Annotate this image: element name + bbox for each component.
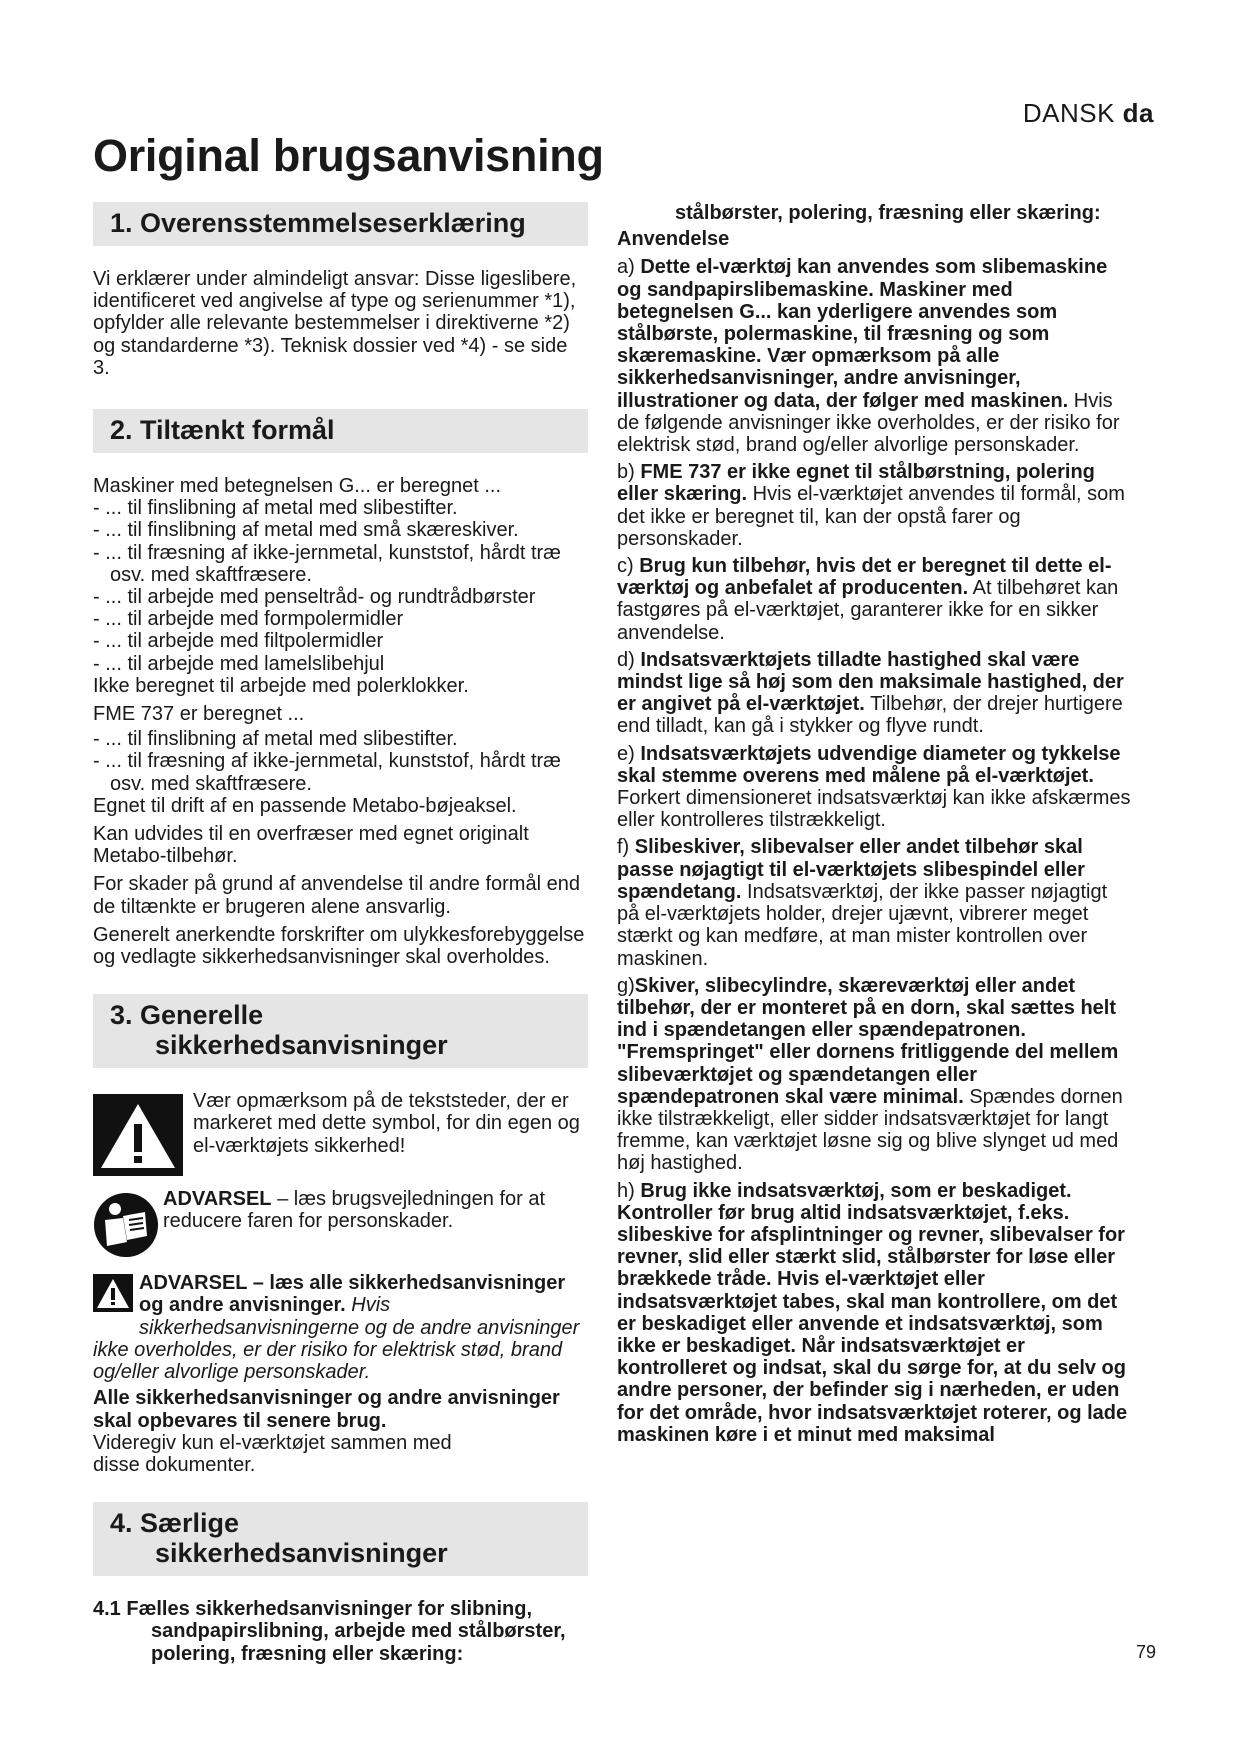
item-label: h) [617,1179,641,1202]
item-bold: Indsatsværktøjets tilladte hastighed skal være mindst lige så høj som den maksimale hastighed, der er angivet på el-værktøjet. [617,648,1124,716]
instruction-f [617,836,1131,969]
subsection-title: Fælles sikkerhedsanvisninger for slibning, sandpapirslibning, arbejde med stålbørster, polering, fræsning eller skæring: [126,1598,566,1665]
warning-symbol-text: Vær opmærksom på de tekststeder, der er markeret med dette symbol, for din egen og el-værktøjets sikkerhed! [193,1090,580,1157]
language-code: da [1122,98,1154,128]
instruction-h [617,1180,1131,1446]
damage-text: For skader på grund af anvendelse til andre formål end de tiltænkte er brugeren alene ansvarlig. [93,873,580,918]
advarsel-2-italic: Hvis sikkerhedsanvisningerne og de andre anvisninger ikke overholdes, er der risiko for elektrisk stød, brand og/eller alvorlige personskader. [93,1294,580,1384]
list-item: - ... til arbejde med penseltråd- og rundtrådbørster [93,586,536,609]
section-3-heading-line-2: sikkerhedsanvisninger [155,1030,448,1061]
item-bold: Indsatsværktøjets udvendige diameter og tykkelse skal stemme overens med målene på el-værktøjet. [617,742,1121,787]
item-bold: FME 737 er ikke egnet til stålbørstning, polering eller skæring. [617,461,1095,506]
item-label: b) [617,461,641,484]
language-name: DANSK [1022,98,1115,128]
document-title: Original brugsanvisning [93,130,604,181]
fme-intro: FME 737 er beregnet ... [93,703,305,726]
subsection-number: 4.1 [93,1598,121,1621]
keep-instructions-bold: Alle sikkerhedsanvisninger og andre anvisninger skal opbevares til senere brug. [93,1387,560,1432]
list-item: - ... til arbejde med lamelslibehjul [93,652,385,675]
item-bold: Brug ikke indsatsværktøj, som er beskadiget. Kontroller før brug altid indsatsværktøjet, f.eks. slibeskive for afsplintninger og revner, slibevalser for revner, slid eller stærkt slid, stålbørster for løse eller brækkede tråde. Hvis el-værktøjet eller indsatsværktøjet tabes, skal man kontrollere, om det er beskadiget eller anvende et indsatsværktøj, som ikke er beskadiget. Når indsatsværktøjet er kontrolleret og indsat, skal du sørge for, at du selv og andre personer, der befinder sig i nærheden, er uden for det område, hvor indsatsværktøjet roterer, og lade maskinen køre i et minut med maksimal [617,1179,1128,1446]
section-4-heading-line-1: 4. Særlige [110,1508,240,1539]
section-1-heading: 1. Overensstemmelseserklæring [93,202,588,246]
instruction-g [617,975,1131,1175]
warning-triangle-icon [93,1094,183,1181]
section-3-heading-line-1: 3. Generelle [110,1000,264,1031]
item-text: Forkert dimensioneret indsatsværktøj kan ikke afskærmes eller kontrolleres tilstrækkeligt. [617,787,1131,832]
section-4-heading [93,1502,588,1576]
anvendelse-heading: Anvendelse [617,228,730,251]
section-3-heading [93,994,588,1068]
item-label: d) [617,648,641,671]
instruction-c [617,555,1131,644]
list-item: - ... til finslibning af metal med små skæreskiver. [93,519,519,542]
instruction-b [617,461,1131,550]
section-2-list-1 [93,497,588,675]
item-bold: Slibeskiver, slibevalser eller andet tilbehør skal passe nøjagtigt til el-værktøjets slibespindel eller spændetang. [617,836,1085,903]
warning-symbol-block [93,1090,588,1172]
item-label: c) [617,555,640,578]
item-bold: Dette el-værktøj kan anvendes som slibemaskine og sandpapirslibemaskine. Maskiner med betegnelsen G... kan yderligere anvendes som stålbørste, polermaskine, til fræsning og som skæremaskine. Vær opmærksom på alle sikkerhedsanvisninger, andre anvisninger, illustrationer og data, der følger med maskinen. [617,256,1108,412]
item-label: a) [617,256,641,279]
item-text: Spændes dornen ikke tilstrækkeligt, eller sidder indsatsværktøjet for langt fremme, kan værktøjet løsne sig og blive slynget ud med høj hastighed. [617,1085,1123,1175]
item-text: Hvis el-værktøjet anvendes til formål, som det ikke er beregnet til, kan der opstå farer og personskader. [617,483,1125,550]
list-item: - ... til arbejde med formpolermidler [93,608,404,631]
section-2-list-2 [93,728,588,795]
list-item: - ... til finslibning af metal med slibestifter. [93,728,458,751]
read-manual-block [93,1188,588,1260]
item-text: Hvis de følgende anvisninger ikke overholdes, er der risiko for elektrisk stød, brand og/eller alvorlige personskader. [617,389,1120,457]
item-label: e) [617,742,641,765]
item-text: At tilbehøret kan fastgøres på el-værktøjet, garanterer ikke for en sikker anvendelse. [617,577,1119,644]
item-bold: Brug kun tilbehør, hvis det er beregnet til dette el-værktøj og anbefalet af producenten. [617,555,1112,600]
not-suited-text: Ikke beregnet til arbejde med polerklokker. [93,674,469,697]
page-number: 79 [1135,1642,1156,1662]
list-item: - ... til arbejde med filtpolermidler [93,630,384,653]
instruction-a [617,256,1131,456]
item-text: Tilbehør, der drejer hurtigere end tilladt, kan gå i stykker og flyve rundt. [617,693,1123,738]
section-2-intro: Maskiner med betegnelsen G... er beregnet ... [93,475,501,498]
continued-title: stålbørster, polering, fræsning eller skæring: [675,202,1101,224]
advarsel-label: ADVARSEL [163,1188,272,1211]
list-item: - ... til fræsning af ikke-jernmetal, kunststof, hårdt træ osv. med skaftfræsere. [93,541,561,586]
read-manual-icon [93,1192,159,1263]
small-warning-icon [93,1274,133,1317]
item-text: Indsatsværktøj, der ikke passer nøjagtigt på el-værktøjets holder, drejer ujævnt, vibrerer meget stærkt og kan medføre, at man mister kontrollen over maskinen. [617,880,1108,970]
item-bold: Skiver, slibecylindre, skæreværktøj eller andet tilbehør, der er monteret på en dorn, skal sættes helt ind i spændetangen eller spændepatronen. "Fremspringet" eller dornens fritliggende del mellem slibeværktøjet og spændetangen eller spændepatronen skal være minimal. [617,974,1119,1108]
item-label: g) [617,974,635,997]
section-2-heading: 2. Tiltænkt formål [93,409,588,453]
rules-text: Generelt anerkendte forskrifter om ulykkesforebyggelse og vedlagte sikkerhedsanvisninger skal overholdes. [93,923,585,969]
drive-text: Egnet til drift af en passende Metabo-bøjeaksel. [93,794,517,817]
section-4-heading-line-2: sikkerhedsanvisninger [155,1538,448,1569]
item-label: f) [617,836,635,859]
section-1-text: Vi erklærer under almindeligt ansvar: Disse ligeslibere, identificeret ved angivelse af type og serienummer *1), opfylder alle relevante bestemmelser i direktiverne *2) og standarderne *3). Teknisk dossier ved *4) - se side 3. [93,268,577,379]
advarsel-text: – læs brugsvejledningen for at reducere faren for personskader. [163,1188,546,1233]
left-column [93,202,588,1671]
right-column [617,202,1131,1451]
instruction-d [617,649,1131,738]
language-label [1023,98,1154,129]
advarsel-2-bold: ADVARSEL – læs alle sikkerhedsanvisninger og andre anvisninger. [139,1272,566,1317]
list-item: - ... til fræsning af ikke-jernmetal, kunststof, hårdt træ osv. med skaftfræsere. [93,750,561,795]
keep-instructions-text: Videregiv kun el-værktøjet sammen med disse dokumenter. [93,1431,452,1476]
instruction-e [617,743,1131,832]
list-item: - ... til finslibning af metal med slibestifter. [93,497,458,520]
subsection-4-1-title [93,1598,588,1665]
extend-text: Kan udvides til en overfræser med egnet originalt Metabo-tilbehør. [93,823,529,868]
